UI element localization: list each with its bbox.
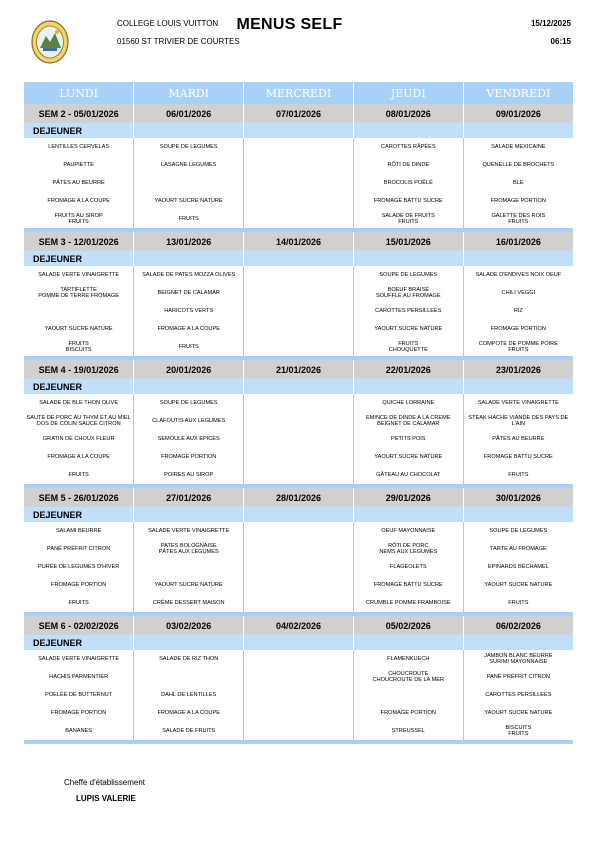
meal-label-spacer [244,123,354,138]
dish-cell [244,210,354,228]
dish-cell: YAOURT SUCRE NATURE [134,192,244,210]
day-date-cell: 30/01/2026 [463,488,573,507]
dish-cell [244,430,354,448]
dish-cell: HARICOTS VERTS [134,302,244,320]
dish-cell: GÂTEAU AU CHOCOLAT [353,466,463,484]
dish-cell: FROMAGE A LA COUPE [24,448,134,466]
dish-cell [134,668,244,686]
page-title-text: MENUS SELF [236,16,343,33]
day-date-cell: 22/01/2026 [353,360,463,379]
dish-row [24,522,573,540]
dish-cell: RIZ [513,307,523,314]
dish-cell: CRUMBLE POMME FRAMBOISE [353,594,463,612]
day-date-cell: 21/01/2026 [244,360,354,379]
print-datetime [531,15,571,51]
dish-cell [244,156,354,174]
dish-cell: QUICHE LORRAINE [353,394,463,412]
dish-cell: SALADE VERTE VINAIGRETTE [477,399,559,406]
dish-cell: FROMAGE BATTU SUCRE [353,192,463,210]
dish-cell: FROMAGE PORTION [24,704,134,722]
dish-cell [244,448,354,466]
dish-cell: FRUITS [24,466,134,484]
dish-cell: SAUTE DE PORC AU THYM ET AU MIEL DOS DE COLIN SAUCE CITRON [24,412,134,430]
dish-cell [244,650,354,668]
dish-row [24,320,573,338]
meal-label-spacer [463,123,573,138]
dish-cell: BISCUITS FRUITS [505,724,532,737]
dish-cell: SALADE VERTE VINAIGRETTE [24,266,134,284]
day-date-cell: 07/01/2026 [244,104,354,123]
day-header: LUNDI [24,82,134,104]
dish-cell: FROMAGE BATTU SUCRE [353,576,463,594]
meal-label-row [24,123,573,138]
footer-role: Cheffe d'établissement [64,778,145,787]
dish-cell [244,668,354,686]
dish-cell: BLE [513,179,524,186]
day-date-cell: 28/01/2026 [244,488,354,507]
meal-label-spacer [353,379,463,394]
meal-label: DEJEUNER [24,379,134,394]
dish-cell: BANANES [24,722,134,740]
dish-cell: SALADE DE FRUITS FRUITS [353,210,463,228]
dish-cell: BROCOLIS POÊLÉ [353,174,463,192]
dish-cell: PAUPIETTE [24,156,134,174]
day-header: JEUDI [353,82,463,104]
meal-label-row [24,251,573,266]
dish-row [24,466,573,484]
dish-cell: FROMAGE A LA COUPE [134,704,244,722]
dish-cell: PÂTES AU BEURRE [492,435,545,442]
week-separator [24,740,573,744]
dish-cell: SOUPE DE LEGUMES [134,394,244,412]
dish-cell: EPINARDS BÉCHAMEL [487,563,549,570]
dish-row [24,594,573,612]
dish-cell: FRUITS [508,471,529,478]
week-date-row [24,232,573,251]
dish-cell: CHOUCROUTE CHOUCROUTE DE LA MER [353,668,463,686]
dish-cell: SOUPE DE LEGUMES [489,527,548,534]
dish-cell [244,138,354,156]
dish-cell: CAROTTES PERSILLEES [353,302,463,320]
day-date-cell: 08/01/2026 [353,104,463,123]
dish-cell: POELÉE DE BUTTERNUT [24,686,134,704]
meal-label-spacer [244,251,354,266]
dish-cell: OEUF MAYONNAISE [353,522,463,540]
dish-cell [244,338,354,356]
dish-row [24,174,573,192]
meal-label-spacer [353,635,463,650]
dish-cell: FRUITS [24,594,134,612]
dish-cell: FROMAGE BATTU SUCRE [483,453,553,460]
dish-row [24,156,573,174]
dish-cell: GALETTE DES ROIS FRUITS [491,212,546,225]
day-date-cell: 14/01/2026 [244,232,354,251]
day-header: MARDI [134,82,244,104]
dish-cell: FRUITS AU SIROP FRUITS [24,210,134,228]
day-date-cell: SEM 3 - 12/01/2026 [24,232,134,251]
dish-cell [244,558,354,576]
menu-table-body [24,82,573,744]
dish-cell: YAOURT SUCRE NATURE [134,576,244,594]
dish-cell: FLAGEOLETS [353,558,463,576]
dish-cell: PURÉE DE LEGUMES D'HIVER [24,558,134,576]
dish-cell [244,266,354,284]
dish-cell [244,540,354,558]
dish-row [24,412,573,430]
dish-cell: FRUITS [134,338,244,356]
dish-cell: RÔTI DE PORC NEMS AUX LEGUMES [353,540,463,558]
dish-row [24,686,573,704]
dish-cell: YAOURT SUCRE NATURE [353,448,463,466]
dish-cell: SALADE VERTE VINAIGRETTE [134,522,244,540]
dish-cell: PÂTES AU BEURRE [24,174,134,192]
days-header-row [24,82,573,104]
meal-label-spacer [244,379,354,394]
dish-cell: COMPOTE DE POMME POIRE FRUITS [478,340,558,353]
dish-row [24,394,573,412]
dish-cell: FROMAGE A LA COUPE [24,192,134,210]
dish-row [24,138,573,156]
week-date-row [24,488,573,507]
dish-cell: LASAGNE LEGUMES [134,156,244,174]
dish-row [24,668,573,686]
meal-label-spacer [353,251,463,266]
dish-row [24,576,573,594]
meal-label-spacer [244,635,354,650]
dish-cell [244,412,354,430]
dish-cell: CHILI VEGGI [501,289,536,296]
dish-row [24,722,573,740]
meal-label-spacer [463,251,573,266]
dish-cell: FROMAGE PORTION [134,448,244,466]
dish-cell: YAOURT SUCRE NATURE [484,581,553,588]
day-date-cell: 06/02/2026 [463,616,573,635]
dish-cell [244,174,354,192]
meal-label-row [24,507,573,522]
dish-cell [244,704,354,722]
day-date-cell: SEM 6 - 02/02/2026 [24,616,134,635]
meal-label-spacer [353,123,463,138]
dish-cell: SALADE DE PATES MOZZA OLIVES [134,266,244,284]
day-date-cell: 27/01/2026 [134,488,244,507]
dish-row [24,540,573,558]
meal-label: DEJEUNER [24,251,134,266]
dish-cell: CRÈME DESSERT MAISON [134,594,244,612]
dish-cell: CAROTTES RÂPÉES [353,138,463,156]
meal-label: DEJEUNER [24,123,134,138]
meal-label-spacer [134,635,244,650]
day-date-cell: 23/01/2026 [463,360,573,379]
dish-cell: STEAK HACHE VIANDE DES PAYS DE L'AIN [468,414,569,427]
day-header: VENDREDI [463,82,573,104]
dish-cell: SOUPE DE LEGUMES [353,266,463,284]
school-address: 01560 ST TRIVIER DE COURTES [117,37,240,46]
meal-label-spacer [134,507,244,522]
dish-cell [134,174,244,192]
meal-label-spacer [463,379,573,394]
dish-cell: SALAMI BEURRE [24,522,134,540]
week-separator-bar [24,740,573,744]
dish-cell: SALADE D'ENDIVES NOIX OEUF [475,271,562,278]
dish-cell [244,466,354,484]
print-time: 06:15 [550,37,571,46]
dish-cell [244,522,354,540]
dish-cell [244,594,354,612]
dish-cell: FLAMENKUECH [353,650,463,668]
dish-cell: POIRES AU SIROP [134,466,244,484]
meal-label: DEJEUNER [24,635,134,650]
meal-label-row [24,635,573,650]
dish-cell: PATES BOLOGNAISE PÂTES AUX LEGUMES [134,540,244,558]
dish-cell: SOUPE DE LEGUMES [134,138,244,156]
dish-cell [244,302,354,320]
dish-cell: PETITS POIS [353,430,463,448]
dish-row [24,430,573,448]
meal-label-row [24,379,573,394]
dish-cell [244,686,354,704]
day-date-cell: 06/01/2026 [134,104,244,123]
dish-cell [244,722,354,740]
dish-cell: DAHL DE LENTILLES [134,686,244,704]
school-name: COLLEGE LOUIS VUITTON [117,19,219,28]
dish-cell: TARTE AU FROMAGE [490,545,547,552]
dish-cell: EMINCE DE DINDE A LA CREME BEIGNET DE CALAMAR [353,412,463,430]
print-date: 15/12/2025 [530,19,571,28]
dish-cell: YAOURT SUCRE NATURE [353,320,463,338]
dish-cell: HACHIS PARMENTIER [24,668,134,686]
day-date-cell: 13/01/2026 [134,232,244,251]
dish-cell: STREUSSEL [353,722,463,740]
day-date-cell: 20/01/2026 [134,360,244,379]
dish-cell: SALADE MEXICAINE [491,143,546,150]
dish-cell [134,558,244,576]
dish-cell: PANÉ PRÉFRIT CITRON [486,673,550,680]
dish-cell: JAMBON BLANC BEURRE SURIMI MAYONNAISE [484,652,553,665]
meal-label-spacer [244,507,354,522]
dish-row [24,704,573,722]
dish-cell: CAROTTES PERSILLEES [485,691,552,698]
dish-row [24,448,573,466]
meal-label-spacer [353,507,463,522]
dish-row [24,302,573,320]
meal-label: DEJEUNER [24,507,134,522]
week-date-row [24,360,573,379]
dish-cell: SALADE DE BLE THON OLIVE [24,394,134,412]
dish-cell [24,302,134,320]
dish-row [24,210,573,228]
dish-cell [244,192,354,210]
dish-cell: LENTILLES CERVELAS [24,138,134,156]
dish-cell: QUENELLE DE BROCHETS [482,161,555,168]
day-date-cell: 29/01/2026 [353,488,463,507]
dish-cell: BOEUF BRAISÉ SOUFFLE AU FROMAGE [353,284,463,302]
dish-cell: FROMAGE PORTION [490,325,546,332]
dish-cell: YAOURT SUCRE NATURE [484,709,553,716]
meal-label-spacer [134,123,244,138]
meal-label-spacer [134,379,244,394]
day-date-cell: SEM 5 - 26/01/2026 [24,488,134,507]
dish-cell [244,284,354,302]
day-date-cell: 04/02/2026 [244,616,354,635]
day-header: MERCREDI [244,82,354,104]
dish-cell [244,576,354,594]
day-date-cell: 15/01/2026 [353,232,463,251]
day-date-cell: 16/01/2026 [463,232,573,251]
dish-cell: CLAFOUTIS AUX LEGUMES [134,412,244,430]
dish-cell: PANÉ PRÉFRIT CITRON [24,540,134,558]
dish-cell: RÔTI DE DINDE [353,156,463,174]
dish-cell: BEIGNET DE CALAMAR [134,284,244,302]
dish-cell: FRUITS [508,599,529,606]
dish-cell: FROMAGE PORTION [353,704,463,722]
dish-cell: SALADE VERTE VINAIGRETTE [24,650,134,668]
footer-name: LUPIS VALERIE [76,794,136,803]
dish-cell: FRUITS CHOUQUETTE [353,338,463,356]
dish-row [24,558,573,576]
day-date-cell: 05/02/2026 [353,616,463,635]
day-date-cell: SEM 4 - 19/01/2026 [24,360,134,379]
day-date-cell: SEM 2 - 05/01/2026 [24,104,134,123]
meal-label-spacer [134,251,244,266]
dish-cell [244,320,354,338]
week-date-row [24,104,573,123]
day-date-cell: 03/02/2026 [134,616,244,635]
dish-cell: FROMAGE PORTION [24,576,134,594]
page-title [0,16,595,34]
day-date-cell: 09/01/2026 [463,104,573,123]
dish-cell: FROMAGE PORTION [490,197,546,204]
dish-row [24,266,573,284]
dish-cell: FRUITS BISCUITS [24,338,134,356]
week-date-row [24,616,573,635]
dish-cell [244,394,354,412]
dish-cell: SALADE DE FRUITS [134,722,244,740]
dish-cell: SEMOULE AUX EPICES [134,430,244,448]
dish-row [24,192,573,210]
meal-label-spacer [463,635,573,650]
meal-label-spacer [463,507,573,522]
dish-cell: TARTIFLETTE POMME DE TERRE FROMAGE [24,284,134,302]
dish-cell: SALADE DE RIZ THON [134,650,244,668]
dish-row [24,650,573,668]
dish-cell: YAOURT SUCRE NATURE [24,320,134,338]
dish-row [24,338,573,356]
menu-table [24,82,573,744]
dish-cell: FRUITS [134,210,244,228]
dish-cell: GRATIN DE CHOUX FLEUR [24,430,134,448]
dish-cell [353,686,463,704]
dish-cell: FROMAGE A LA COUPE [134,320,244,338]
dish-row [24,284,573,302]
